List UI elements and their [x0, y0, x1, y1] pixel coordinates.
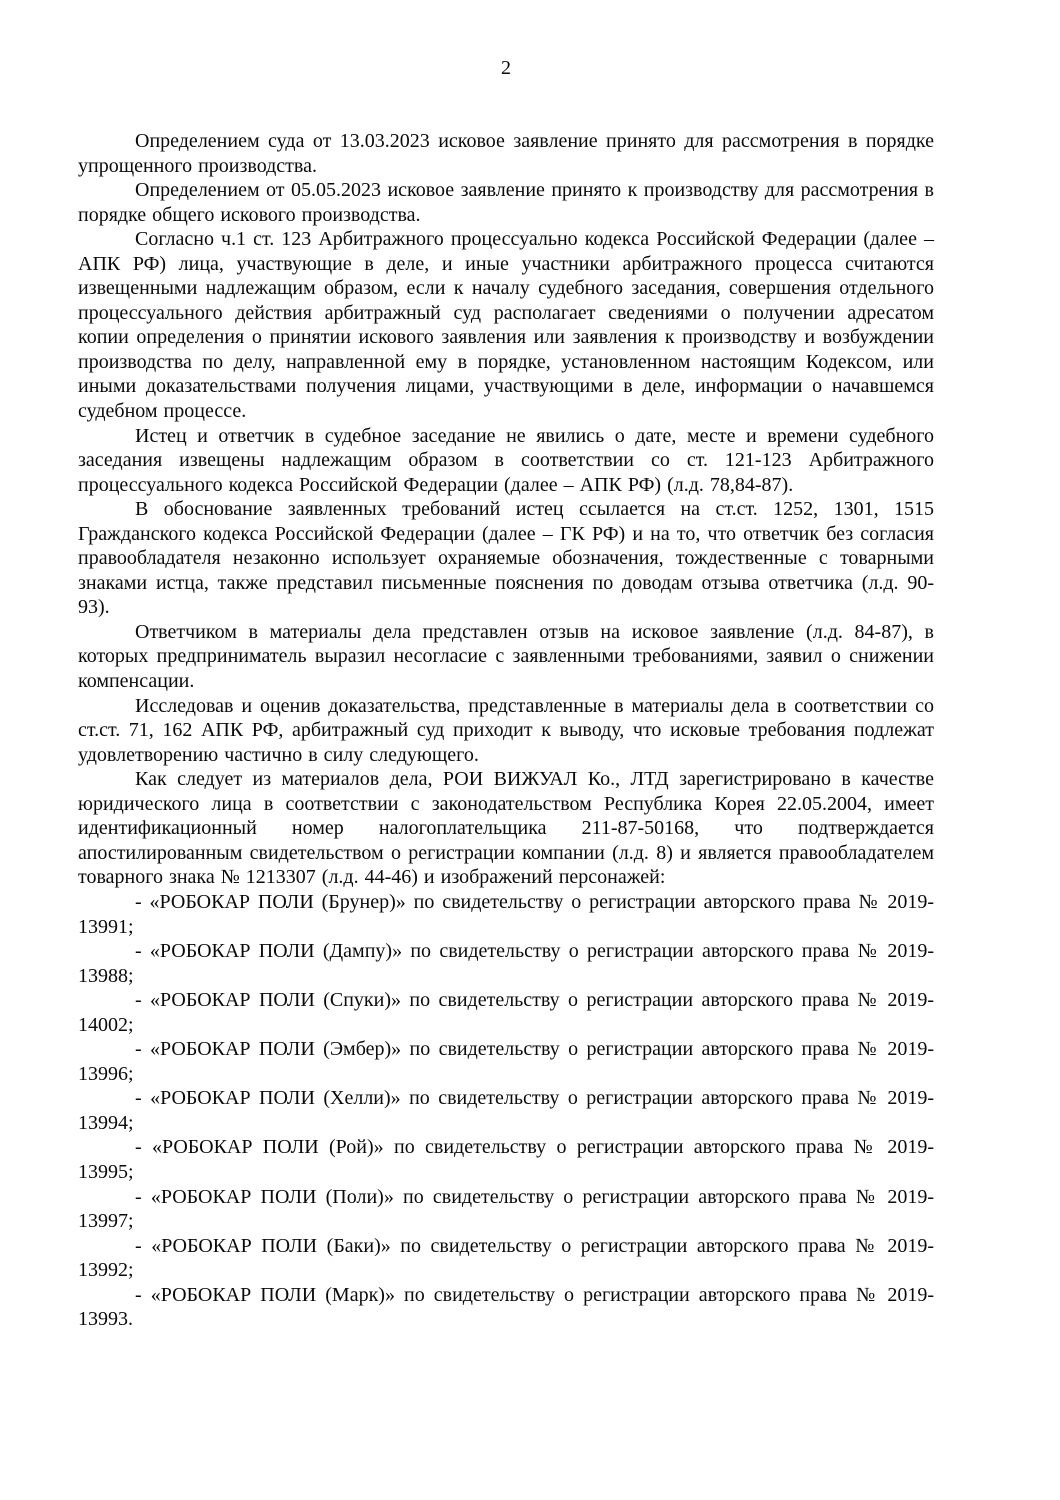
copyright-list-item: - «РОБОКАР ПОЛИ (Брунер)» по свидетельству о регистрации авторского права № 2019-13991; [78, 890, 934, 938]
document-body [78, 129, 934, 1332]
body-paragraph: Как следует из материалов дела, РОИ ВИЖУАЛ Ко., ЛТД зарегистрировано в качестве юридического лица в соответствии с законодательством Республика Корея 22.05.2004, имеет идентификационный номер налогоплательщика 211-87-50168, что подтверждается апостилированным свидетельством о регистрации компании (л.д. 8) и является правообладателем товарного знака № 1213307 (л.д. 44-46) и изображений персонажей: [78, 768, 934, 889]
body-paragraph: Согласно ч.1 ст. 123 Арбитражного процессуально кодекса Российской Федерации (далее – АПК РФ) лица, участвующие в деле, и иные участники арбитражного процесса считаются извещенными надлежащим образом, если к началу судебного заседания, совершения отдельного процессуального действия арбитражный суд располагает сведениями о получении адресатом копии определения о принятии искового заявления или заявления к производству и возбуждении производства по делу, направленной ему в порядке, установленном настоящим Кодексом, или иными доказательствами получения лицами, участвующими в деле, информации о начавшемся судебном процессе. [78, 228, 934, 423]
copyright-list-item: - «РОБОКАР ПОЛИ (Марк)» по свидетельству о регистрации авторского права № 2019-13993. [78, 1283, 934, 1331]
body-paragraph: Истец и ответчик в судебное заседание не явились о дате, месте и времени судебного заседания извещены надлежащим образом в соответствии со ст. 121-123 Арбитражного процессуального кодекса Российской Федерации (далее – АПК РФ) (л.д. 78,84-87). [78, 424, 934, 496]
copyright-list-item: - «РОБОКАР ПОЛИ (Рой)» по свидетельству о регистрации авторского права № 2019-13995; [78, 1136, 934, 1183]
copyright-list-item: - «РОБОКАР ПОЛИ (Хелли)» по свидетельству о регистрации авторского права № 2019-13994; [78, 1087, 934, 1134]
copyright-list-item: - «РОБОКАР ПОЛИ (Баки)» по свидетельству о регистрации авторского права № 2019-13992; [78, 1234, 934, 1282]
copyright-list-item: - «РОБОКАР ПОЛИ (Спуки)» по свидетельству о регистрации авторского права № 2019-14002; [78, 989, 934, 1036]
body-paragraph: Исследовав и оценив доказательства, представленные в материалы дела в соответствии со ст.ст. 71, 162 АПК РФ, арбитражный суд приходит к выводу, что исковые требования подлежат удовлетворению частично в силу следующего. [78, 694, 934, 766]
page-number: 2 [501, 57, 511, 79]
body-paragraph: Определением от 05.05.2023 исковое заявление принято к производству для рассмотрения в порядке общего искового производства. [78, 179, 934, 226]
body-paragraph: Ответчиком в материалы дела представлен отзыв на исковое заявление (л.д. 84-87), в которых предприниматель выразил несогласие с заявленными требованиями, заявил о снижении компенсации. [78, 620, 934, 693]
copyright-list-item: - «РОБОКАР ПОЛИ (Дампу)» по свидетельству о регистрации авторского права № 2019-13988; [78, 940, 934, 987]
body-paragraph: Определением суда от 13.03.2023 исковое заявление принято для рассмотрения в порядке упрощенного производства. [78, 130, 934, 177]
copyright-list-item: - «РОБОКАР ПОЛИ (Эмбер)» по свидетельству о регистрации авторского права № 2019-13996; [78, 1038, 934, 1085]
body-paragraph: В обоснование заявленных требований истец ссылается на ст.ст. 1252, 1301, 1515 Гражданского кодекса Российской Федерации (далее – ГК РФ) и на то, что ответчик без согласия правообладателя незаконно использует охраняемые обозначения, тождественные с товарными знаками истца, также представил письменные пояснения по доводам отзыва ответчика (л.д. 90-93). [78, 498, 934, 619]
copyright-list-item: - «РОБОКАР ПОЛИ (Поли)» по свидетельству о регистрации авторского права № 2019-13997; [78, 1185, 934, 1233]
